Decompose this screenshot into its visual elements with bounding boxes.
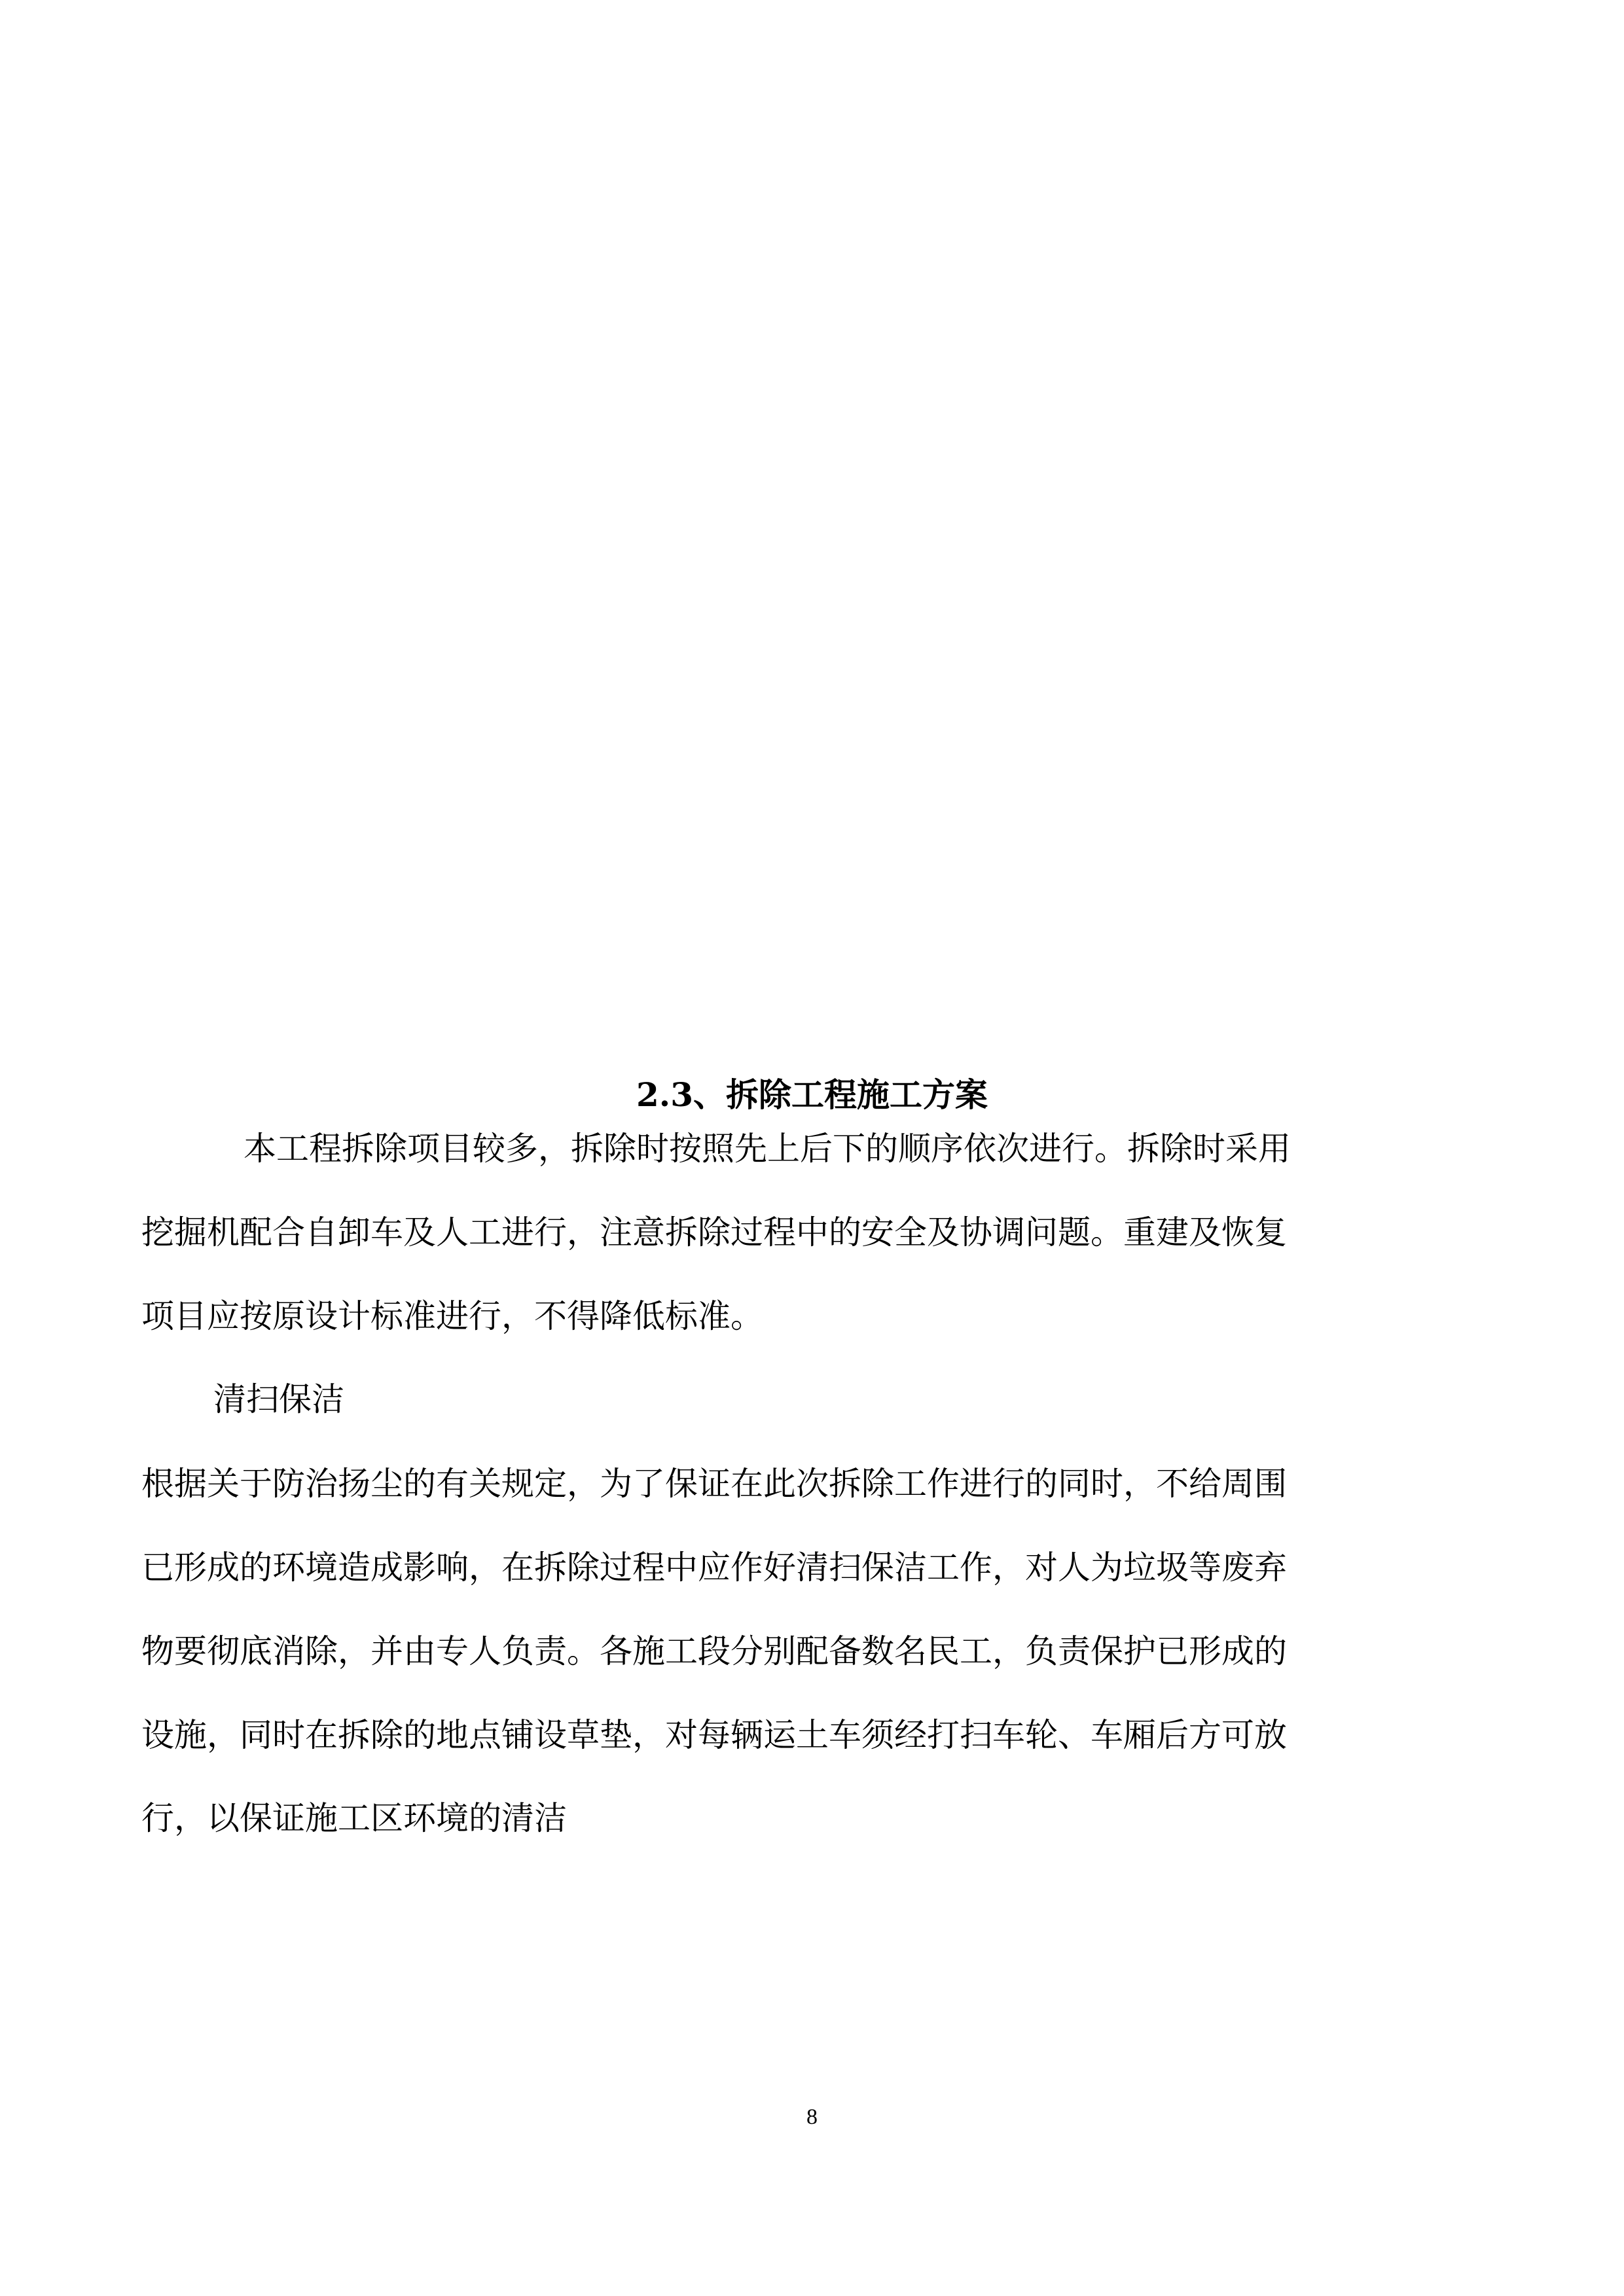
paragraph-line bbox=[0, 1789, 1624, 1848]
paragraph-line-text: 挖掘机配合自卸车及人工进行，注意拆除过程中的安全及协调问题。重建及恢复 bbox=[141, 1213, 1287, 1251]
paragraph-line bbox=[0, 1203, 1624, 1262]
section-heading: 2.3、拆除工程施工方案 bbox=[636, 1075, 988, 1114]
subheading bbox=[0, 1370, 1624, 1429]
paragraph-line bbox=[0, 1454, 1624, 1513]
paragraph-line-text: 行，以保证施工区环境的清洁 bbox=[141, 1799, 567, 1837]
paragraph-line bbox=[0, 1622, 1624, 1681]
paragraph-line bbox=[0, 1119, 1624, 1178]
paragraph-line-text: 项目应按原设计标准进行，不得降低标准。 bbox=[141, 1297, 763, 1335]
paragraph-line bbox=[0, 1538, 1624, 1597]
page-number: 8 bbox=[806, 2105, 818, 2129]
paragraph-line-text: 设施，同时在拆除的地点铺设草垫，对每辆运土车须经打扫车轮、车厢后方可放 bbox=[141, 1716, 1287, 1754]
paragraph-line-text: 本工程拆除项目较多，拆除时按照先上后下的顺序依次进行。拆除时采用 bbox=[244, 1130, 1291, 1168]
paragraph-line-text: 物要彻底消除，并由专人负责。各施工段分别配备数名民工，负责保护已形成的 bbox=[141, 1632, 1287, 1670]
subheading-text: 清扫保洁 bbox=[213, 1380, 344, 1418]
paragraph-line-text: 已形成的环境造成影响，在拆除过程中应作好清扫保洁工作，对人为垃圾等废弃 bbox=[141, 1549, 1287, 1587]
paragraph-line bbox=[0, 1287, 1624, 1346]
paragraph-line bbox=[0, 1706, 1624, 1765]
paragraph-line-text: 根据关于防治扬尘的有关规定，为了保证在此次拆除工作进行的同时，不给周围 bbox=[141, 1465, 1287, 1503]
